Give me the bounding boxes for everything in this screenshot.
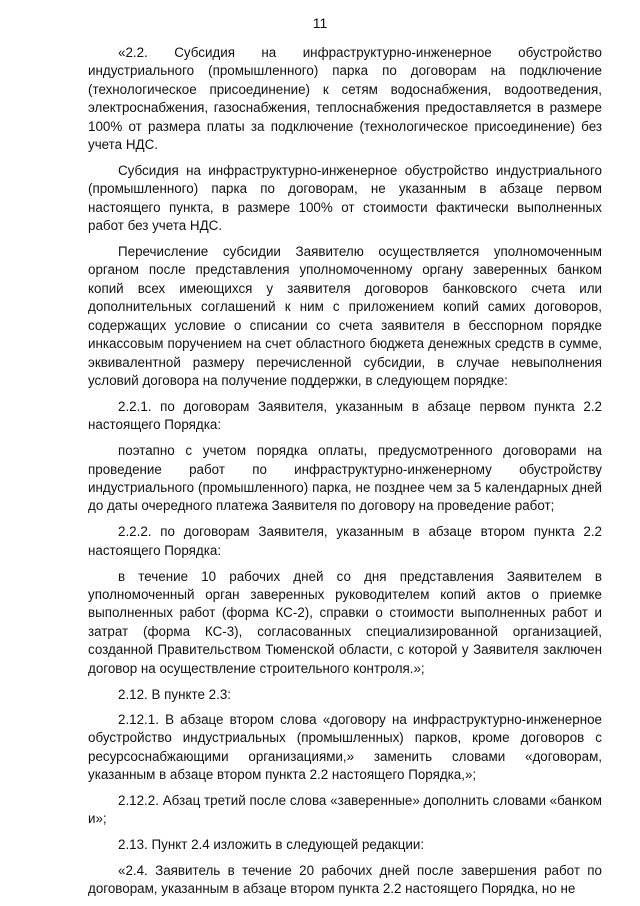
- paragraph-2-2-1: 2.2.1. по договорам Заявителя, указанным в абзаце первом пункта 2.2 настоящего Порядка:: [88, 398, 602, 433]
- paragraph-2-13: 2.13. Пункт 2.4 изложить в следующей редакции:: [118, 837, 425, 853]
- paragraph-2-12-2: 2.12.2. Абзац третий после слова «заверенные» дополнить словами «банком и»;: [88, 793, 602, 827]
- page-number: 11: [312, 15, 328, 31]
- paragraph-2-12: 2.12. В пункте 2.3:: [118, 686, 231, 702]
- paragraph-2-2-2-deadline: в течение 10 рабочих дней со дня представления Заявителем в уполномоченный орган заверенных руководителем копий актов о приемке выполненных работ (форма КС-2), справки о стоимости выполненных работ и затрат (форма КС-3), согласованных специализированной организацией, созданной Правительством Тюменской области, с которой у Заявителя заключен договор на осуществление строительного контроля.»;: [88, 568, 602, 676]
- paragraph-2-2-1-stages: поэтапно с учетом порядка оплаты, предусмотренного договорами на проведение работ по инфраструктурно-инженерному обустройству индустриального (промышленного) парка, не позднее чем за 5 календарных дней до даты очередного платежа Заявителя по договору на проведение работ;: [88, 443, 602, 514]
- paragraph-subsidy-transfer: Перечисление субсидии Заявителю осуществляется уполномоченным органом после представления уполномоченному органу заверенных банком копий всех имеющихся у заявителя договоров банковского счета или дополнительных соглашений к ним с приложением копий самих договоров, содержащих условие о списании со счета заявителя в бесспорном порядке инкассовым поручением на счет областного бюджета денежных средств в сумме, эквивалентной размеру перечисленной субсидии, в случае невыполнения условий договора на получение поддержки, в следующем порядке:: [88, 244, 602, 388]
- paragraph-2-2-2: 2.2.2. по договорам Заявителя, указанным в абзаце втором пункта 2.2 настоящего Порядка:: [88, 524, 602, 558]
- paragraph-2-12-1: 2.12.1. В абзаце втором слова «договору на инфраструктурно-инженерное обустройство индустриальных (промышленных) парков, кроме договоров с ресурсоснабжающими организациями,» заменить словами «договорам, указанным в абзаце втором пункта 2.2 настоящего Порядка,»;: [88, 711, 602, 783]
- document-body: [88, 44, 602, 906]
- paragraph-2-4: «2.4. Заявитель в течение 20 рабочих дней после завершения работ по договорам, указанным в абзаце втором пункта 2.2 настоящего Порядка, но не: [88, 862, 602, 897]
- paragraph-2-2-first: «2.2. Субсидия на инфраструктурно-инженерное обустройство индустриального (промышленного) парка по договорам на подключение (технологическое присоединение) к сетям водоснабжения, водоотведения, электроснабжения, газоснабжения, теплоснабжения предоставляется в размере 100% от размера платы за подключение (технологическое присоединение) без учета НДС.: [88, 45, 602, 153]
- paragraph-2-2-second: Субсидия на инфраструктурно-инженерное обустройство индустриального (промышленного) парка по договорам, не указанным в абзаце первом настоящего пункта, в размере 100% от стоимости фактически выполненных работ без учета НДС.: [88, 162, 602, 234]
